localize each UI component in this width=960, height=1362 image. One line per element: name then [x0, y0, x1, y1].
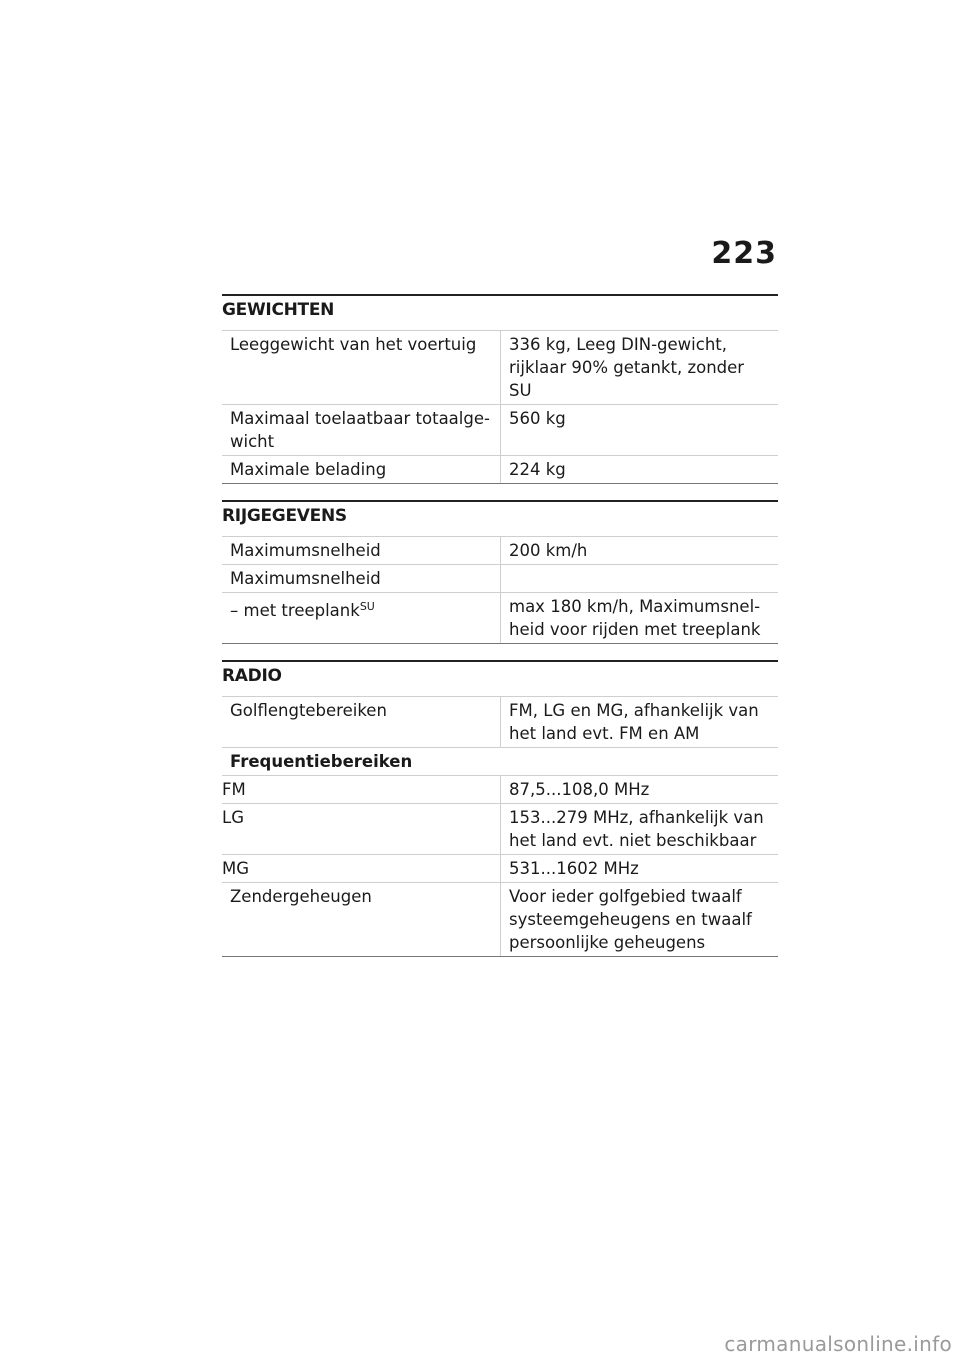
table-rijgegevens	[222, 536, 778, 644]
row-label: Golflengtebereiken	[222, 697, 501, 748]
table-row	[222, 537, 778, 565]
row-value: FM, LG en MG, afhankelijk van het land evt. FM en AM	[501, 697, 779, 748]
section-title-radio: RADIO	[222, 666, 282, 686]
section-title-gewichten: GEWICHTEN	[222, 300, 335, 320]
table-row	[222, 456, 778, 484]
row-value: 560 kg	[501, 405, 779, 456]
table-gewichten	[222, 330, 778, 484]
document-content	[222, 294, 778, 957]
row-label: Maximumsnelheid	[222, 537, 501, 565]
row-value: max 180 km/h, Maximumsnel-heid voor rijden met treeplank	[501, 593, 779, 644]
table-subheading-row	[222, 748, 778, 776]
row-value: 200 km/h	[501, 537, 779, 565]
row-label-text: – met treeplank	[230, 601, 360, 620]
section-title-rijgegevens: RIJGEGEVENS	[222, 506, 347, 526]
table-subheading: Frequentiebereiken	[222, 748, 778, 776]
table-row	[222, 804, 778, 855]
table-row	[222, 331, 778, 405]
watermark: carmanualsonline.info	[724, 1332, 952, 1356]
row-label: Zendergeheugen	[222, 883, 501, 957]
row-value: 87,5...108,0 MHz	[501, 776, 779, 804]
row-label: FM	[222, 776, 501, 804]
page-number: 223	[711, 236, 777, 271]
table-row	[222, 776, 778, 804]
section-rijgegevens	[222, 500, 778, 644]
section-radio	[222, 660, 778, 957]
table-radio	[222, 696, 778, 957]
table-row	[222, 855, 778, 883]
row-value: 153...279 MHz, afhankelijk van het land evt. niet beschikbaar	[501, 804, 779, 855]
row-value	[501, 565, 779, 593]
row-label: Leeggewicht van het voertuig	[222, 331, 501, 405]
row-label: MG	[222, 855, 501, 883]
row-value: 336 kg, Leeg DIN-gewicht, rijklaar 90% getankt, zonder SU	[501, 331, 779, 405]
table-row	[222, 565, 778, 593]
table-row	[222, 883, 778, 957]
row-value: 531...1602 MHz	[501, 855, 779, 883]
table-row	[222, 405, 778, 456]
row-value: Voor ieder golfgebied twaalf systeemgeheugens en twaalf persoonlijke geheugens	[501, 883, 779, 957]
footnote-marker: SU	[359, 600, 375, 613]
row-value: 224 kg	[501, 456, 779, 484]
table-row	[222, 697, 778, 748]
row-label: Maximumsnelheid	[222, 565, 501, 593]
row-label	[222, 593, 501, 644]
row-label: Maximaal toelaatbaar totaalge-wicht	[222, 405, 501, 456]
table-row	[222, 593, 778, 644]
section-gewichten	[222, 294, 778, 484]
row-label: LG	[222, 804, 501, 855]
row-label: Maximale belading	[222, 456, 501, 484]
